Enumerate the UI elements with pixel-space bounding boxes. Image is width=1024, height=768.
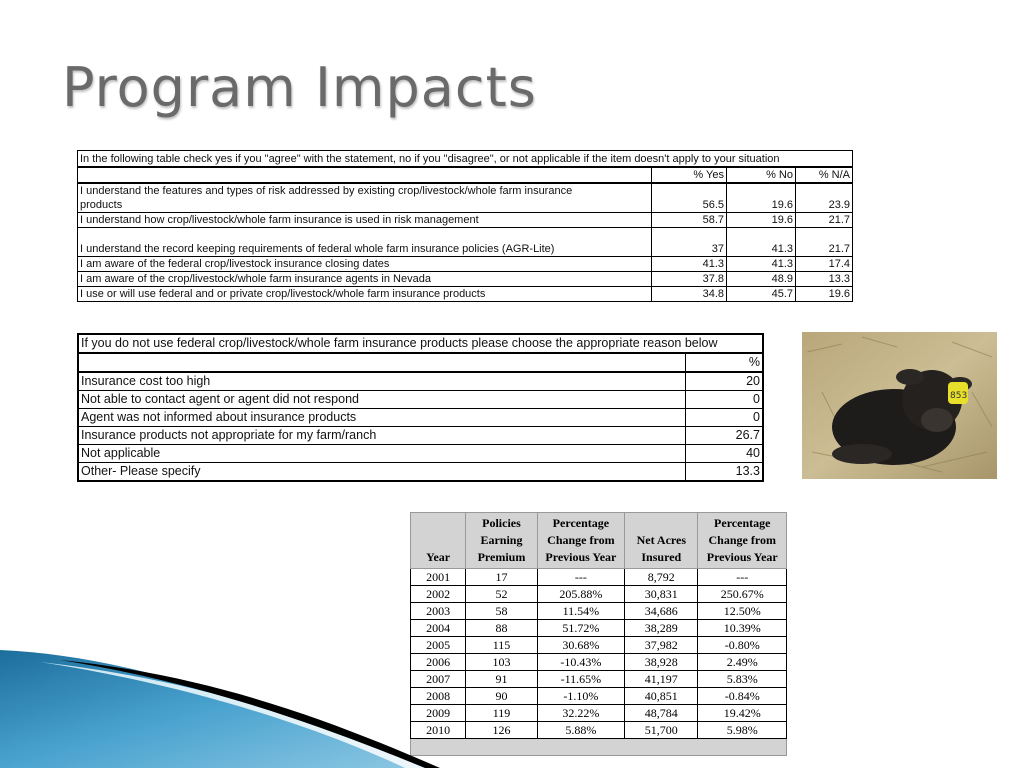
cell-pct-policies: 5.88%	[537, 722, 624, 739]
cell-pct-acres: 12.50%	[698, 603, 787, 620]
reason-pct: 26.7	[686, 427, 764, 445]
survey-table	[77, 150, 853, 302]
reason-pct: 40	[686, 445, 764, 463]
reason-label: Other- Please specify	[78, 463, 686, 482]
cell-pct-acres: 10.39%	[698, 620, 787, 637]
cell-acres: 34,686	[625, 603, 698, 620]
header-no: % No	[727, 167, 796, 183]
reason-label: Not applicable	[78, 445, 686, 463]
cell-acres: 41,197	[625, 671, 698, 688]
cell-year: 2001	[411, 569, 466, 586]
cell-pct-policies: -10.43%	[537, 654, 624, 671]
cell-acres: 37,982	[625, 637, 698, 654]
cell-pct-policies: 11.54%	[537, 603, 624, 620]
cell-year: 2009	[411, 705, 466, 722]
reason-pct: 20	[686, 372, 764, 391]
calf-photo	[802, 332, 997, 479]
survey-no: 19.6	[727, 213, 796, 228]
cell-pct-policies: 30.68%	[537, 637, 624, 654]
survey-yes: 56.5	[652, 183, 727, 213]
cell-pct-acres: 2.49%	[698, 654, 787, 671]
cell-pct-acres: -0.80%	[698, 637, 787, 654]
cell-acres: 48,784	[625, 705, 698, 722]
survey-statement: I use or will use federal and or private crop/livestock/whole farm insurance products	[78, 287, 652, 302]
cell-acres: 38,928	[625, 654, 698, 671]
ear-tag-text: 853	[950, 391, 968, 401]
survey-statement: I understand the record keeping requirements of federal whole farm insurance policies (AGR-Lite)	[78, 228, 652, 257]
cell-pct-acres: 250.67%	[698, 586, 787, 603]
survey-header-blank	[78, 167, 652, 183]
policy-header-row	[411, 513, 787, 569]
survey-yes: 37.8	[652, 272, 727, 287]
cell-policies: 58	[466, 603, 537, 620]
cell-pct-acres: 19.42%	[698, 705, 787, 722]
cell-policies: 52	[466, 586, 537, 603]
reason-pct: 0	[686, 409, 764, 427]
reason-row	[78, 372, 763, 391]
cell-year: 2006	[411, 654, 466, 671]
cell-acres: 40,851	[625, 688, 698, 705]
cell-policies: 88	[466, 620, 537, 637]
reason-pct: 13.3	[686, 463, 764, 482]
survey-row	[78, 213, 853, 228]
reason-row	[78, 409, 763, 427]
table-row	[411, 569, 787, 586]
cell-acres: 38,289	[625, 620, 698, 637]
survey-statement: I am aware of the crop/livestock/whole farm insurance agents in Nevada	[78, 272, 652, 287]
survey-question-row	[78, 151, 853, 168]
cell-year: 2008	[411, 688, 466, 705]
survey-row	[78, 228, 853, 257]
reason-header-pct: %	[686, 353, 764, 372]
reason-label: Agent was not informed about insurance products	[78, 409, 686, 427]
reason-header-row	[78, 353, 763, 372]
cell-policies: 90	[466, 688, 537, 705]
survey-na: 19.6	[796, 287, 853, 302]
cell-pct-acres: ---	[698, 569, 787, 586]
survey-no: 41.3	[727, 228, 796, 257]
survey-yes: 37	[652, 228, 727, 257]
survey-row	[78, 287, 853, 302]
cell-year: 2003	[411, 603, 466, 620]
cell-acres: 30,831	[625, 586, 698, 603]
cell-acres: 8,792	[625, 569, 698, 586]
header-pct-change-policies: Percentage Change from Previous Year	[537, 513, 624, 569]
reason-label: Insurance cost too high	[78, 372, 686, 391]
reason-question: If you do not use federal crop/livestock/whole farm insurance products please choose the appropriate reason below	[78, 334, 763, 353]
survey-na: 23.9	[796, 183, 853, 213]
header-net-acres: Net Acres Insured	[625, 513, 698, 569]
survey-no: 48.9	[727, 272, 796, 287]
reason-row	[78, 463, 763, 482]
survey-statement: I am aware of the federal crop/livestock insurance closing dates	[78, 257, 652, 272]
reason-question-row	[78, 334, 763, 353]
survey-na: 13.3	[796, 272, 853, 287]
cell-pct-policies: 32.22%	[537, 705, 624, 722]
cell-pct-acres: 5.83%	[698, 671, 787, 688]
cell-year: 2002	[411, 586, 466, 603]
cell-year: 2010	[411, 722, 466, 739]
reason-row	[78, 445, 763, 463]
ear-tag-icon	[948, 382, 968, 404]
header-yes: % Yes	[652, 167, 727, 183]
cell-pct-acres: -0.84%	[698, 688, 787, 705]
header-pct-change-acres: Percentage Change from Previous Year	[698, 513, 787, 569]
reason-label: Insurance products not appropriate for my farm/ranch	[78, 427, 686, 445]
decorative-swoosh	[0, 600, 1024, 768]
cell-policies: 91	[466, 671, 537, 688]
cell-pct-policies: ---	[537, 569, 624, 586]
survey-yes: 41.3	[652, 257, 727, 272]
survey-row	[78, 257, 853, 272]
survey-row	[78, 272, 853, 287]
cell-pct-policies: 51.72%	[537, 620, 624, 637]
cell-policies: 126	[466, 722, 537, 739]
reason-table	[77, 333, 764, 482]
survey-na: 21.7	[796, 228, 853, 257]
cell-acres: 51,700	[625, 722, 698, 739]
survey-statement: I understand the features and types of risk addressed by existing crop/livestock/whole farm insurance products	[78, 183, 652, 213]
header-policies: Policies Earning Premium	[466, 513, 537, 569]
header-year: Year	[411, 513, 466, 569]
reason-row	[78, 391, 763, 409]
survey-no: 19.6	[727, 183, 796, 213]
reason-row	[78, 427, 763, 445]
cell-pct-policies: 205.88%	[537, 586, 624, 603]
survey-row	[78, 183, 853, 213]
slide-title: Program Impacts	[62, 56, 537, 119]
reason-header-blank	[78, 353, 686, 372]
header-na: % N/A	[796, 167, 853, 183]
survey-no: 45.7	[727, 287, 796, 302]
survey-na: 21.7	[796, 213, 853, 228]
survey-no: 41.3	[727, 257, 796, 272]
cell-year: 2004	[411, 620, 466, 637]
survey-yes: 34.8	[652, 287, 727, 302]
survey-header-row	[78, 167, 853, 183]
survey-yes: 58.7	[652, 213, 727, 228]
cell-policies: 103	[466, 654, 537, 671]
survey-na: 17.4	[796, 257, 853, 272]
cell-policies: 17	[466, 569, 537, 586]
reason-pct: 0	[686, 391, 764, 409]
cell-pct-policies: -1.10%	[537, 688, 624, 705]
cell-pct-acres: 5.98%	[698, 722, 787, 739]
cell-pct-policies: -11.65%	[537, 671, 624, 688]
cell-policies: 115	[466, 637, 537, 654]
cell-year: 2007	[411, 671, 466, 688]
survey-question: In the following table check yes if you "agree" with the statement, no if you "disagree", or not applicable if the item doesn't apply to your situation	[78, 151, 853, 168]
cell-policies: 119	[466, 705, 537, 722]
reason-label: Not able to contact agent or agent did not respond	[78, 391, 686, 409]
cell-year: 2005	[411, 637, 466, 654]
survey-statement: I understand how crop/livestock/whole farm insurance is used in risk management	[78, 213, 652, 228]
